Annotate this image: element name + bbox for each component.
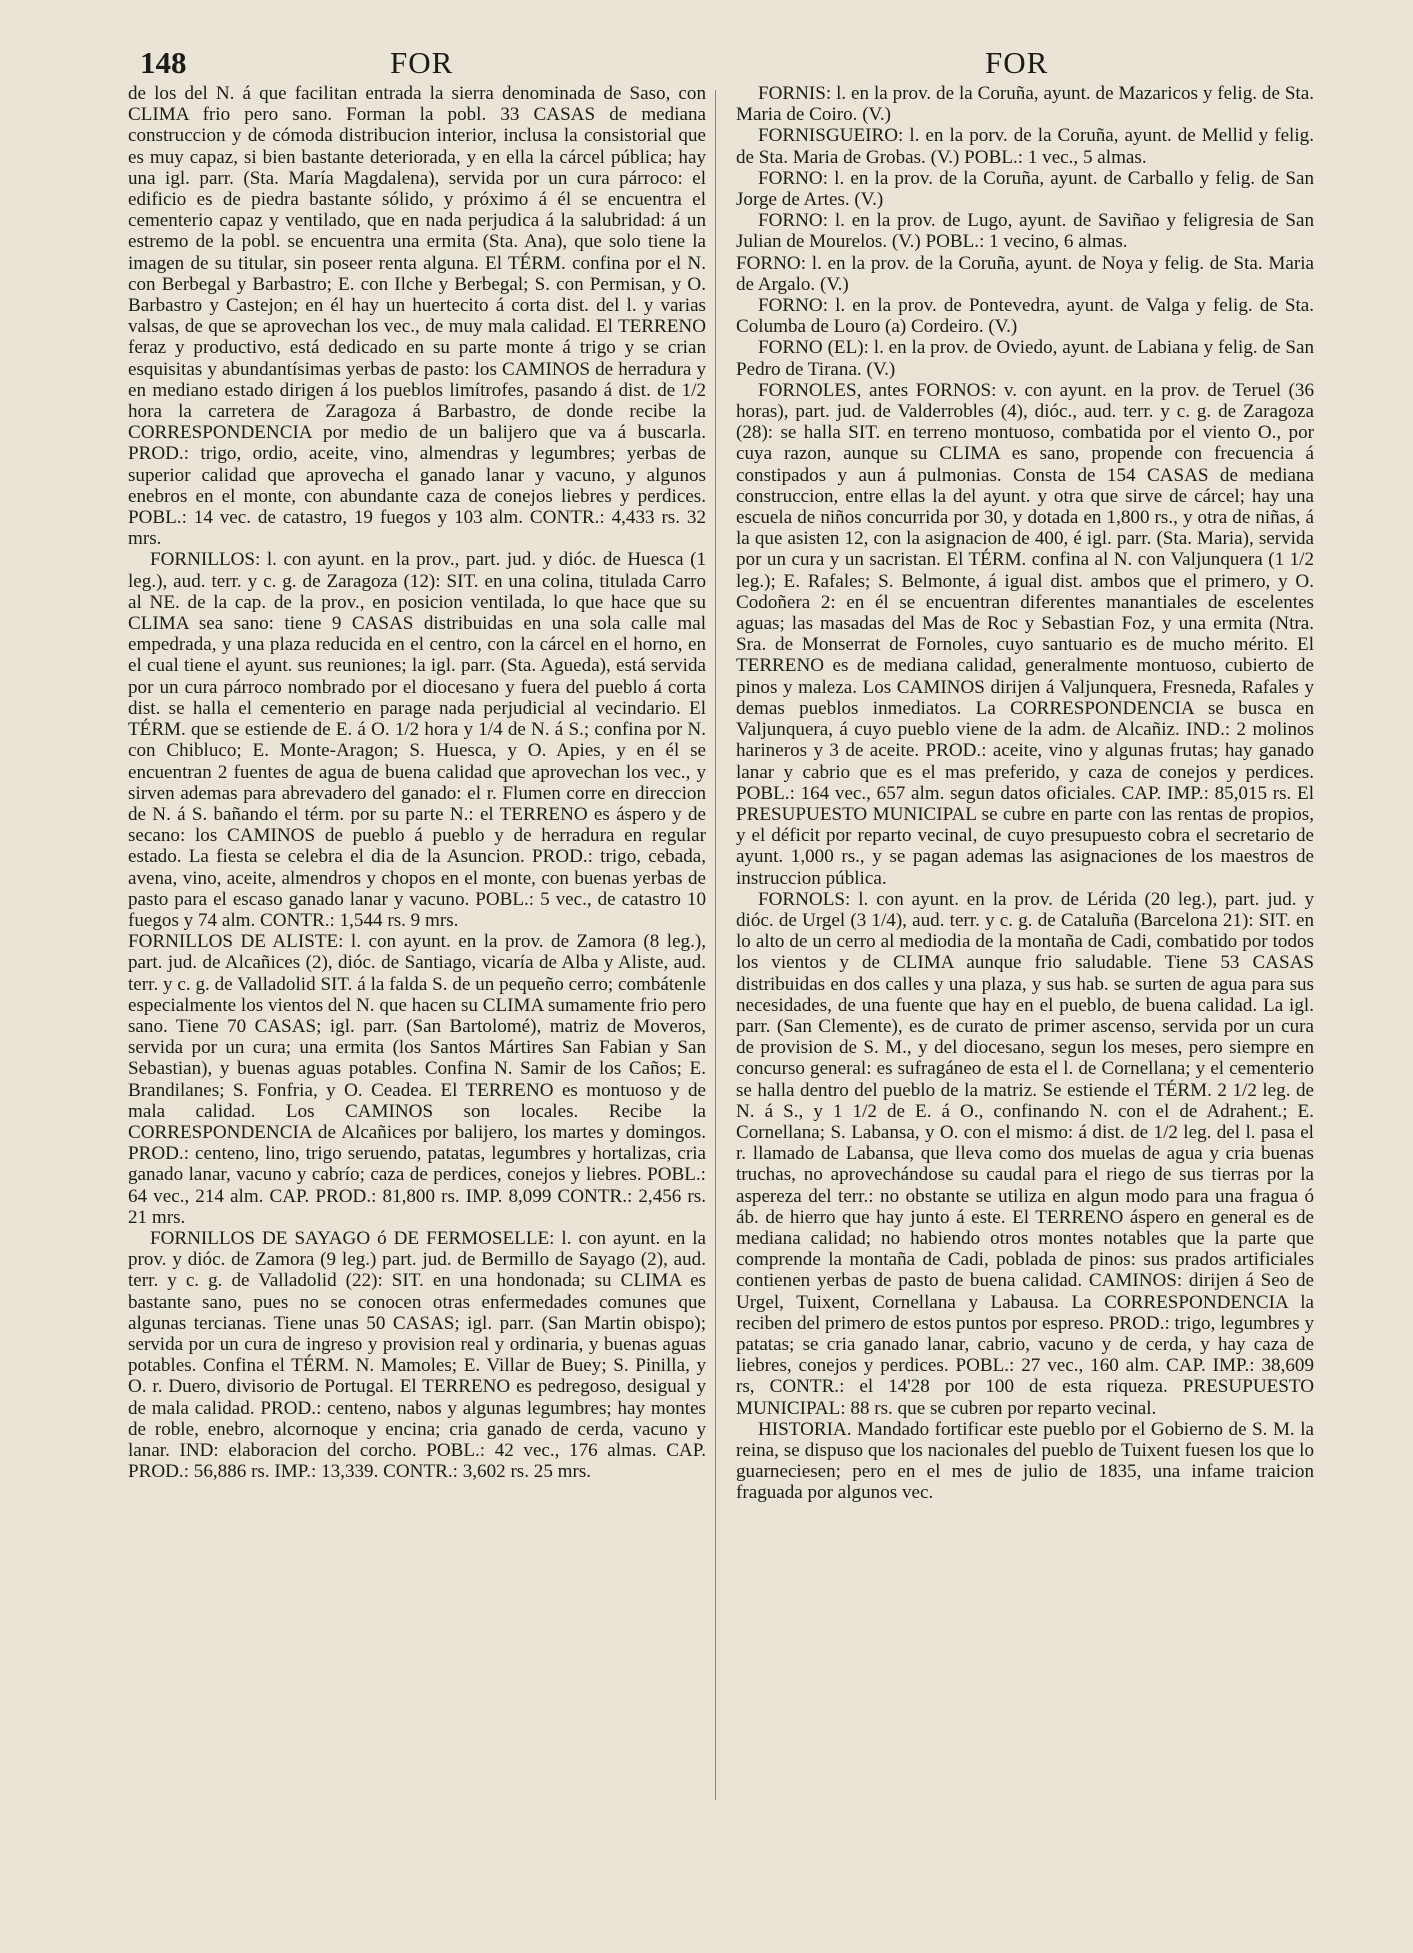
left-column — [128, 83, 706, 1482]
page-header — [0, 45, 1413, 85]
running-head-left: FOR — [390, 45, 454, 80]
column-divider — [715, 90, 716, 1800]
entry-fornols: FORNOLS: l. con ayunt. en la prov. de Lérida (20 leg.), part. jud. y dióc. de Urgel (3 1/4), aud. terr. y c. g. de Cataluña (Barcelona 21): SIT. en lo alto de un cerro al mediodia de la montaña de Cadi, combatido por todos los vientos y de CLIMA aunque frio saludable. Tiene 53 CASAS distribuidas en dos calles y una plaza, y sus hab. se surten de agua para sus necesidades, de una fuente que hay en el pueblo, de buena calidad. La igl. parr. (San Clemente), es de curato de primer ascenso, servida por un cura de provision de S. M., y del diocesano, segun los meses, pero siempre en concurso general: es sufragáneo de esta el l. de Cornellana; y el cementerio se halla dentro del pueblo de la matriz. Se estiende el TÉRM. 2 1/2 leg. de N. á S., y 1 1/2 de E. á O., confinando N. con el de Adrahent.; E. Cornellana; S. Labansa, y O. con el mismo: á dist. de 1/2 leg. del l. pasa el r. llamado de Labansa, que lleva como dos muelas de agua y cria buenas truchas, no aprovechándose su caudal para el riego de sus tierras por la aspereza del terr.: no obstante se utiliza en algun modo para una fragua ó áb. de hierro que hay junto á este. El TERRENO áspero en general es de mediana calidad; no habiendo otros montes notables que la parte que comprende la montaña de Cadi, poblada de pinos: sus prados artificiales contienen yerbas de pasto de buena calidad. CAMINOS: dirijen á Seo de Urgel, Tuixent, Cornellana y Labausa. La CORRESPONDENCIA la reciben del primero de estos puntos por espreso. PROD.: trigo, legumbres y patatas; se cria ganado lanar, cabrio, vacuno y de cerda, y hay caza de liebres, conejos y perdices. POBL.: 27 vec., 160 alm. CAP. IMP.: 38,609 rs, CONTR.: el 14'28 por 100 de esta riqueza. PRESUPUESTO MUNICIPAL: 88 rs. que se cubren por reparto vecinal. — [736, 888, 1315, 1419]
entry-forno-pontevedra: FORNO: l. en la prov. de Pontevedra, ayunt. de Valga y felig. de Sta. Columba de Louro (a) Cordeiro. (V.) — [736, 295, 1314, 338]
entry-fornols-historia: HISTORIA. Mandado fortificar este pueblo por el Gobierno de S. M. la reina, se dispuso que los nacionales del pueblo de Tuixent fuesen los que lo guarneciesen; pero en el mes de julio de 1835, una infame traicion fraguada por algunos vec. — [736, 1418, 1314, 1504]
entry-forno-lugo: FORNO: l. en la prov. de Lugo, ayunt. de Saviñao y feligresia de San Julian de Mourelos. (V.) POBL.: 1 vecino, 6 almas. — [736, 210, 1314, 253]
entry-fornillos-de-aliste: FORNILLOS DE ALISTE: l. con ayunt. en la prov. de Zamora (8 leg.), part. jud. de Alcañices (2), dióc. de Santiago, vicaría de Alba y Aliste, aud. terr. y c. g. de Valladolid SIT. á la falda S. de un pequeño cerro; combátenle especialmente los vientos del N. que hacen su CLIMA sumamente frio pero sano. Tiene 70 CASAS; igl. parr. (San Bartolomé), matriz de Moveros, servida por un cura; una ermita (los Santos Mártires San Fabian y San Sebastian), y buenas aguas potables. Confina N. Samir de los Caños; E. Brandilanes; S. Fonfria, y O. Ceadea. El TERRENO es montuoso y de mala calidad. Los CAMINOS son locales. Recibe la CORRESPONDENCIA de Alcañices por balijero, los martes y domingos. PROD.: centeno, lino, trigo seruendo, patatas, legumbres y hortalizas, cria ganado lanar, vacuno y cabrío; caza de perdices, conejos y liebres. POBL.: 64 vec., 214 alm. CAP. PROD.: 81,800 rs. IMP. 8,099 CONTR.: 2,456 rs. 21 mrs. — [128, 931, 706, 1228]
entry-continuation: de los del N. á que facilitan entrada la sierra denominada de Saso, con CLIMA frio pero sano. Forman la pobl. 33 CASAS de mediana construccion y de cómoda distribucion interior, inclusa la consistorial que es muy capaz, si bien bastante deteriorada, y en ella la cárcel pública; hay una igl. parr. (Sta. María Magdalena), servida por un cura párroco: el edificio es de piedra bastante sólido, y próximo á él se encuentra el cementerio capaz y ventilado, que en nada perjudica á la salubridad: á un estremo de la pobl. se encuentra una ermita (Sta. Ana), que solo tiene la imagen de su titular, sin poseer renta alguna. El TÉRM. confina por el N. con Berbegal y Barbastro; E. con Ilche y Berbegal; S. con Permisan, y O. Barbastro y Castejon; en él hay un huertecito á corta dist. del l. y varias valsas, de que se aprovechan los vec., de muy mala calidad. El TERRENO feraz y productivo, está dedicado en su parte monte á trigo y se crian esquisitas y abundantísimas yerbas de pasto: los CAMINOS de herradura y en mediano estado dirigen á los pueblos limítrofes, pasando á dist. de 1/2 hora la carretera de Zaragoza á Barbastro, de donde recibe la CORRESPONDENCIA por medio de un balijero que va á buscarla. PROD.: trigo, ordio, aceite, vino, almendras y legumbres; yerbas de superior calidad que aprovecha el ganado lanar y vacuno, y algunos enebros en el monte, con abundante caza de conejos liebres y perdices. POBL.: 14 vec. de catastro, 19 fuegos y 103 alm. CONTR.: 4,433 rs. 32 mrs. — [128, 83, 706, 550]
entry-fornillos-de-sayago: FORNILLOS DE SAYAGO ó DE FERMOSELLE: l. con ayunt. en la prov. y dióc. de Zamora (9 leg.) part. jud. de Bermillo de Sayago (2), aud. terr. y c. g. de Valladolid (22): SIT. en una hondonada; su CLIMA es bastante sano, pues no se conocen otras enfermedades comunes que algunas tercianas. Tiene unas 50 CASAS; igl. parr. (San Martin obispo); servida por un cura de ingreso y provision real y ordinaria, y buenas aguas potables. Confina el TÉRM. N. Mamoles; E. Villar de Buey; S. Pinilla, y O. r. Duero, divisorio de Portugal. El TERRENO es pedregoso, desigual y de mala calidad. PROD.: centeno, nabos y algunas legumbres; hay montes de roble, enebro, alcornoque y encina; cria ganado de cerda, vacuno y lanar. IND: elaboracion del corcho. POBL.: 42 vec., 176 almas. CAP. PROD.: 56,886 rs. IMP.: 13,339. CONTR.: 3,602 rs. 25 mrs. — [128, 1227, 706, 1483]
entry-forno-coruna-noya: FORNO: l. en la prov. de la Coruña, ayunt. de Noya y felig. de Sta. Maria de Argalo. (V.) — [736, 252, 1314, 295]
entry-fornoles: FORNOLES, antes FORNOS: v. con ayunt. en la prov. de Teruel (36 horas), part. jud. de Valderrobles (4), dióc., aud. terr. y c. g. de Zaragoza (28): se halla SIT. en terreno montuoso, combatida por el viento O., por cuya razon, aunque su CLIMA es sano, propende con frecuencia á constipados y aun á pulmonias. Consta de 154 CASAS de mediana construccion, entre ellas la del ayunt. y otra que sirve de cárcel; hay una escuela de niños concurrida por 30, y dotada en 1,800 rs., y otra de niñas, á la que asisten 12, con la asignacion de 400, é igl. parr. (Sta. Maria), servida por un cura y un sacristan. El TÉRM. confina al N. con Valjunquera (1 1/2 leg.); E. Rafales; S. Belmonte, á igual dist. ambos que el primero, y O. Codoñera 2: en él se encuentran diferentes manantiales de escelentes aguas; las masadas del Mas de Roc y Sebastian Foz, y una ermita (Ntra. Sra. de Monserrat de Fornoles, cuyo santuario es de mucho mérito. El TERRENO es de mediana calidad, generalmente montuoso, cubierto de pinos y maleza. Los CAMINOS dirijen á Valjunquera, Fresneda, Rafales y demas pueblos inmediatos. La CORRESPONDENCIA se busca en Valjunquera, á cuyo pueblo viene de la adm. de Alcañiz. IND.: 2 molinos harineros y 3 de aceite. PROD.: aceite, vino y algunas frutas; hay ganado lanar y cabrio que es el mas preferido, y caza de conejos y perdices. POBL.: 164 vec., 657 alm. segun datos oficiales. CAP. IMP.: 85,015 rs. El PRESUPUESTO MUNICIPAL se cubre en parte con las rentas de propios, y el déficit por reparto vecinal, de cuyo presupuesto cobra el secretario de ayunt. 1,000 rs., y se pagan ademas las asignaciones de los maestros de instruccion pública. — [736, 379, 1314, 889]
page-number: 148 — [140, 45, 187, 80]
entry-forno-el-oviedo: FORNO (EL): l. en la prov. de Oviedo, ayunt. de Labiana y felig. de San Pedro de Tirana. (V.) — [736, 337, 1314, 380]
right-column — [736, 83, 1314, 1504]
entry-forno-coruna-carballo: FORNO: l. en la prov. de la Coruña, ayunt. de Carballo y felig. de San Jorge de Artes. (V.) — [736, 167, 1314, 211]
entry-fornis: FORNIS: l. en la prov. de la Coruña, ayunt. de Mazaricos y felig. de Sta. Maria de Coiro. (V.) — [736, 83, 1314, 126]
entry-fornisgueiro: FORNISGUEIRO: l. en la porv. de la Coruña, ayunt. de Mellid y felig. de Sta. Maria de Grobas. (V.) POBL.: 1 vec., 5 almas. — [736, 125, 1314, 168]
running-head-right: FOR — [985, 45, 1049, 80]
entry-fornillos: FORNILLOS: l. con ayunt. en la prov., part. jud. y dióc. de Huesca (1 leg.), aud. terr. y c. g. de Zaragoza (12): SIT. en una colina, titulada Carro al NE. de la cap. de la prov., en posicion ventilada, lo que hace que su CLIMA sea sano: tiene 9 CASAS distribuidas en una sola calle mal empedrada, y una plaza reducida en el centro, con la cárcel en el horno, en el cual tiene el ayunt. sus reuniones; la igl. parr. (Sta. Agueda), está servida por un cura párroco nombrado por el diocesano y fuera del pueblo á corta dist. se halla el cementerio en parage nada perjudicial al vecindario. El TÉRM. que se estiende de E. á O. 1/2 hora y 1/4 de N. á S.; confina por N. con Chibluco; E. Monte-Aragon; S. Huesca, y O. Apies, y en él se encuentran 2 fuentes de agua de buena calidad que aprovechan los vec., y sirven ademas para abrevadero del ganado: el r. Flumen corre en direccion de N. á S. bañando el térm. por su parte N.: el TERRENO es áspero y de secano: los CAMINOS de pueblo á pueblo y de herradura en regular estado. La fiesta se celebra el dia de la Asuncion. PROD.: trigo, cebada, avena, vino, aceite, almendros y chopos en el monte, con buenas yerbas de pasto para el escaso ganado lanar y vacuno. POBL.: 5 vec., de catastro 10 fuegos y 74 alm. CONTR.: 1,544 rs. 9 mrs. — [128, 549, 706, 931]
